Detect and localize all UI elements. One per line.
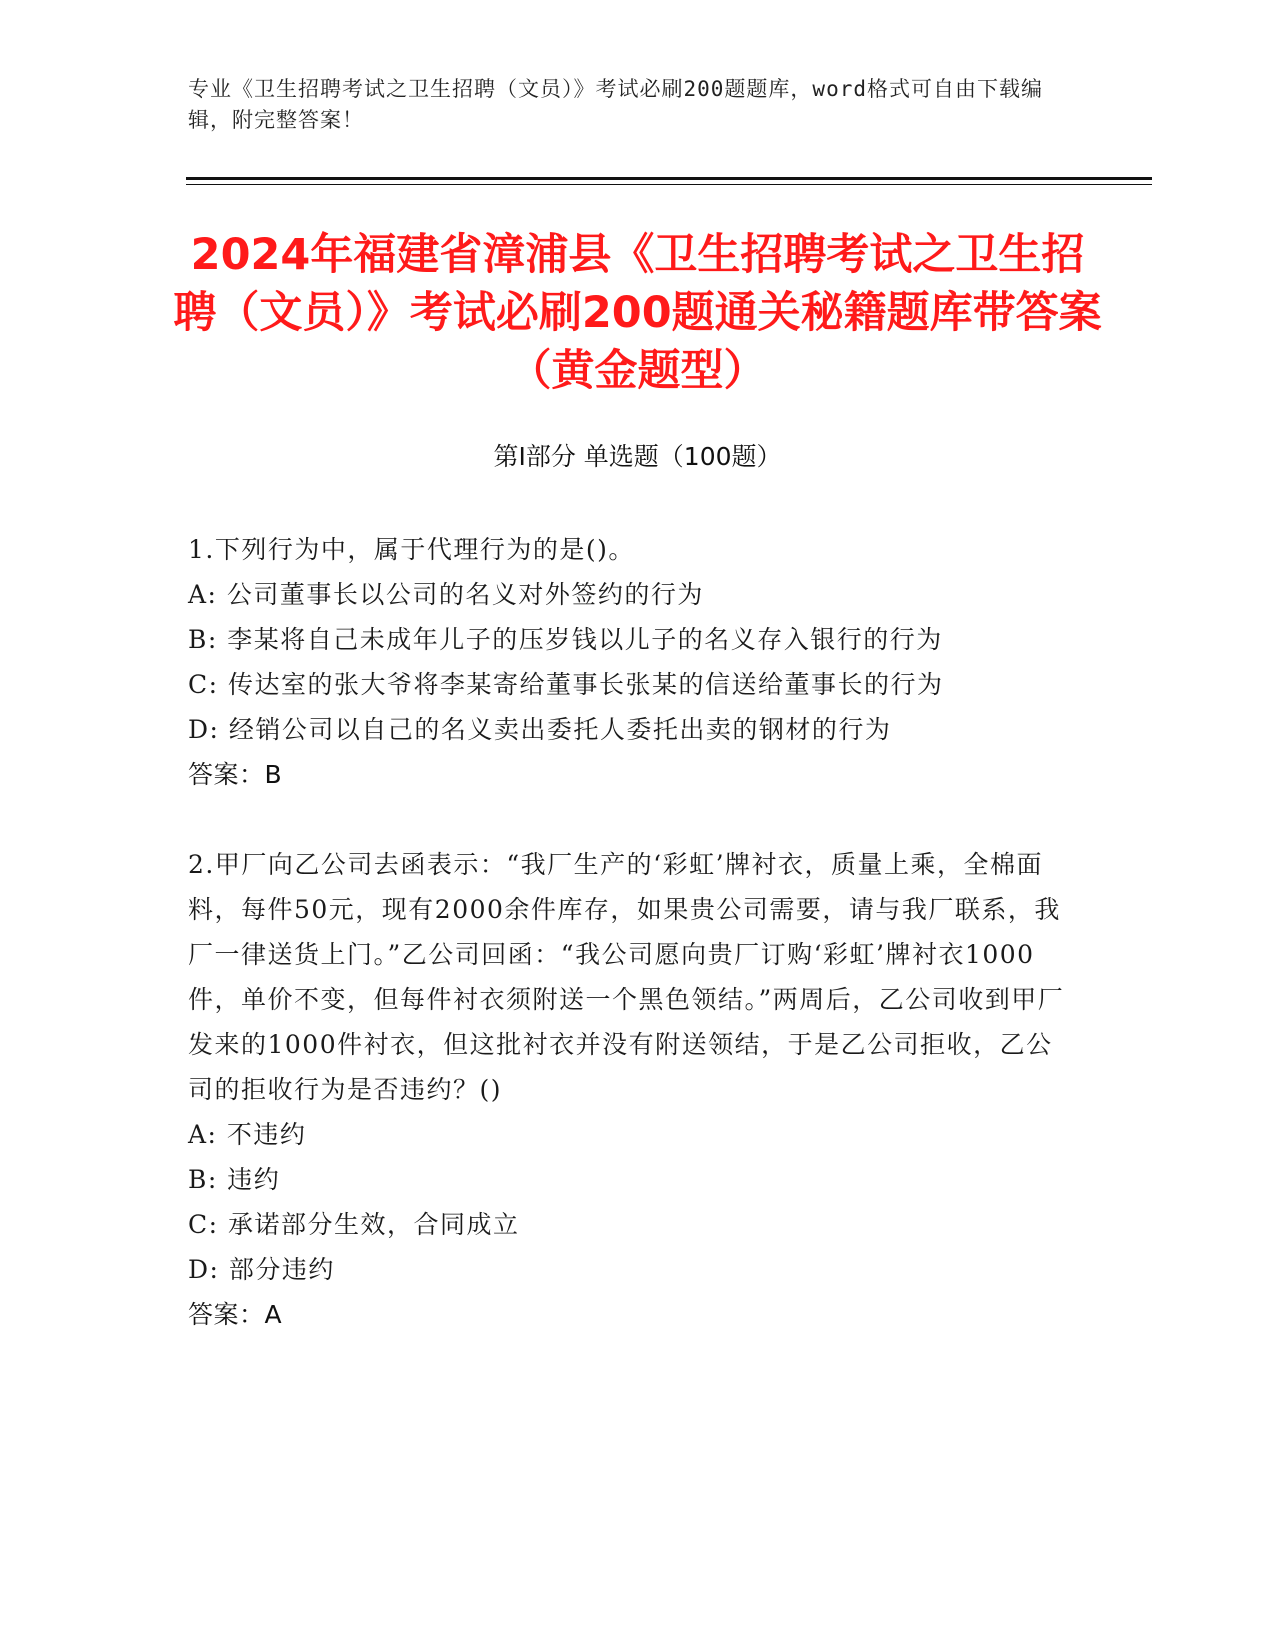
question-stem: 2.甲厂向乙公司去函表示：“我厂生产的‘彩虹’牌衬衣，质量上乘，全棉面料，每件50元，现有2000余件库存，如果贵公司需要，请与我厂联系，我厂一律送货上门。”乙公司回函：“我公司愿向贵厂订购‘彩虹’牌衬衣1000件，单价不变，但每件衬衣须附送一个黑色领结。”两周后，乙公司收到甲厂发来的1000件衬衣，但这批衬衣并没有附送领结，于是乙公司拒收，乙公司的拒收行为是否违约？(): [188, 850, 1065, 1104]
option-a: A: 不违约: [188, 1120, 307, 1149]
question-2: [188, 842, 1068, 1337]
header-rule-thin: [186, 184, 1152, 185]
question-stem: 1.下列行为中，属于代理行为的是()。: [188, 535, 635, 564]
option-b: B: 违约: [188, 1165, 281, 1194]
header-note: 专业《卫生招聘考试之卫生招聘（文员）》考试必刷200题题库，word格式可自由下载编辑，附完整答案！: [188, 77, 1043, 132]
option-a: A: 公司董事长以公司的名义对外签约的行为: [188, 580, 704, 609]
answer: 答案：A: [188, 1300, 283, 1329]
document-title: 2024年福建省漳浦县《卫生招聘考试之卫生招聘（文员）》考试必刷200题通关秘籍题库带答案（黄金题型）: [173, 230, 1102, 396]
answer: 答案：B: [188, 760, 283, 789]
option-c: C: 承诺部分生效，合同成立: [188, 1210, 520, 1239]
option-b: B: 李某将自己未成年儿子的压岁钱以儿子的名义存入银行的行为: [188, 625, 943, 654]
option-c: C: 传达室的张大爷将李某寄给董事长张某的信送给董事长的行为: [188, 670, 944, 699]
header-rule-thick: [186, 177, 1152, 180]
option-d: D: 经销公司以自己的名义卖出委托人委托出卖的钢材的行为: [188, 715, 892, 744]
option-d: D: 部分违约: [188, 1255, 335, 1284]
section-title: 第Ⅰ部分 单选题（100题）: [493, 442, 782, 471]
question-1: [188, 527, 1068, 797]
